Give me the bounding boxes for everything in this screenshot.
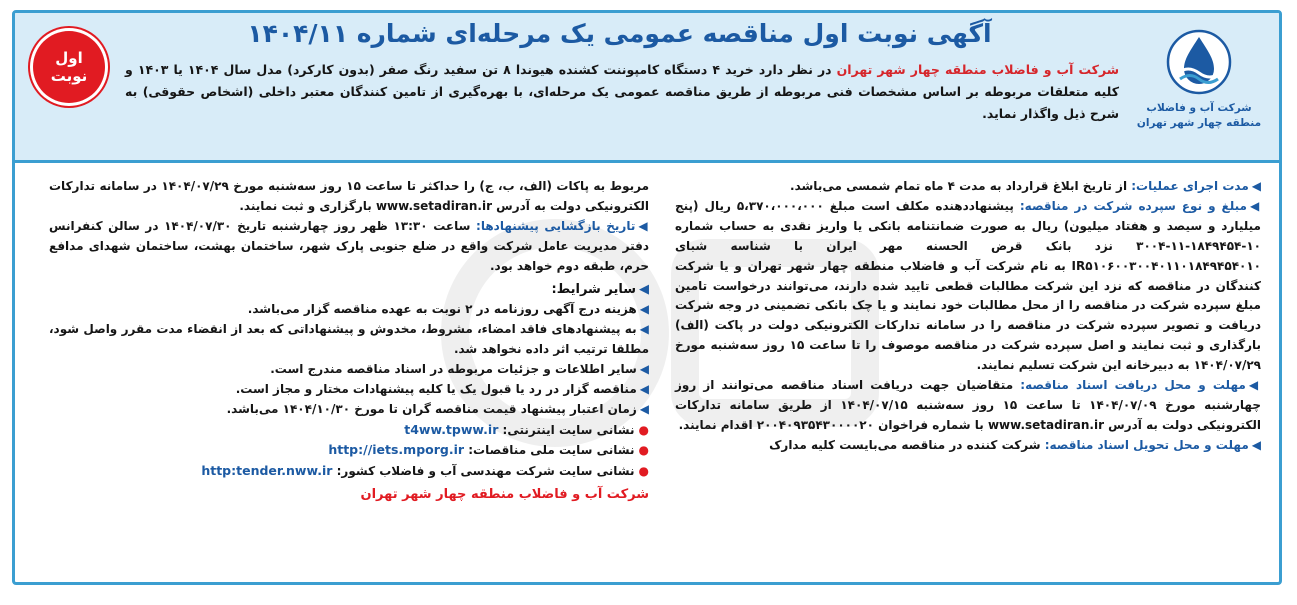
links-list: [49, 420, 649, 483]
bullet-arrow-icon: ◀: [639, 361, 649, 376]
conditions-heading-text: سایر شرایط:: [551, 281, 636, 297]
link-row-national-tenders: [49, 440, 649, 461]
condition-text: سایر اطلاعات و جزئیات مربوطه در اسناد مناقصه مندرج است.: [270, 361, 637, 376]
opening-section: [49, 217, 649, 277]
conditions-heading: [49, 279, 649, 301]
link-label: نشانی سایت اینترنتی:: [502, 422, 635, 437]
ad-intro: [125, 59, 1119, 125]
docs-deliver-label: مهلت و محل تحویل اسناد مناقصه:: [1044, 437, 1249, 452]
link-label: نشانی سایت ملی مناقصات:: [468, 443, 635, 458]
bullet-arrow-icon: ◀: [1251, 437, 1261, 452]
ad-header: [15, 13, 1279, 163]
condition-text: به پیشنهادهای فاقد امضاء، مشروط، مخدوش و پیشنهاداتی که بعد از انقضاء مدت مقرر واصل شود، مطلقا ترتیب اثر داده نخواهد شد.: [49, 322, 649, 356]
intro-text: در نظر دارد خرید ۴ دستگاه کامپوننت کشنده هیوندا ۸ تن سفید رنگ صفر (بدون کارکرد) مدل سال ۱۴۰۴ یا ۱۴۰۳ و کلیه متعلقات مربوطه بر اساس مشخصات فنی مربوطه از طریق مناقصه عمومی یک مرحله‌ای، با بهره‌گیری از تامین کنندگان معتبر داخلی (اشخاص حقوقی) به شرح ذیل واگذار نماید.: [125, 62, 1119, 121]
execution-section: [675, 177, 1261, 197]
badge-line2: نوبت: [50, 67, 88, 85]
tender-ad: [12, 10, 1282, 585]
docs-receive-label: مهلت و محل دریافت اسناد مناقصه:: [1020, 378, 1246, 393]
docs-deliver-section: [675, 436, 1261, 456]
link-row-nww: [49, 461, 649, 482]
opening-label: تاریخ بازگشایی پیشنهادها:: [476, 218, 636, 233]
bullet-arrow-icon: ◀: [639, 401, 649, 416]
badge-line1: اول: [55, 49, 83, 67]
right-column: [675, 177, 1261, 577]
link-row-website: [49, 420, 649, 441]
link-label: نشانی سایت شرکت مهندسی آب و فاضلاب کشور:: [336, 464, 635, 479]
bullet-dot-icon: ●: [638, 464, 649, 479]
logo-caption-line1: شرکت آب و فاضلاب: [1146, 102, 1252, 114]
intro-company: شرکت آب و فاضلاب منطقه چهار شهر تهران: [836, 62, 1120, 77]
list-item: [49, 360, 649, 380]
list-item: [49, 320, 649, 360]
nww-tender-link[interactable]: http:tender.nww.ir: [201, 463, 333, 479]
ad-title: آگهی نوبت اول مناقصه عمومی یک مرحله‌ای شماره ۱۴۰۴/۱۱: [247, 19, 992, 48]
bullet-arrow-icon: ◀: [1251, 179, 1261, 193]
deposit-label: مبلغ و نوع سپرده شرکت در مناقصه:: [1019, 198, 1247, 213]
list-item: [49, 400, 649, 420]
deposit-section: [675, 197, 1261, 376]
national-tenders-link[interactable]: http://iets.mporg.ir: [328, 442, 465, 458]
bullet-arrow-icon: ◀: [639, 322, 649, 337]
logo-caption-line2: منطقه چهار شهر تهران: [1136, 117, 1262, 130]
company-logo: [1129, 27, 1269, 152]
docs-receive-text: متقاضیان جهت دریافت اسناد مناقصه می‌توانند از روز چهارشنبه مورخ ۱۴۰۴/۰۷/۰۹ تا ساعت ۱۵ روز سه‌شنبه ۱۴۰۴/۰۷/۱۵ از طریق سامانه تدارکات الکترونیکی دولت به آدرس www.setadiran.ir با شماره فراخوان ۲۰۰۴۰۹۳۵۴۳۰۰۰۰۲۰ اقدام نمایند.: [675, 378, 1261, 432]
bullet-arrow-icon: ◀: [639, 381, 649, 396]
bullet-arrow-icon: ◀: [639, 302, 649, 317]
bullet-arrow-icon: ◀: [639, 281, 649, 297]
condition-text: زمان اعتبار پیشنهاد قیمت مناقصه گران تا مورخ ۱۴۰۴/۱۰/۳۰ می‌باشد.: [226, 401, 637, 416]
list-item: [49, 380, 649, 400]
execution-text: از تاریخ ابلاغ قرارداد به مدت ۴ ماه تمام شمسی می‌باشد.: [790, 179, 1132, 193]
conditions-list: [49, 300, 649, 419]
signature: شرکت آب و فاضلاب منطقه چهار شهر تهران: [360, 487, 649, 503]
condition-text: هزینه درج آگهی روزنامه در ۲ نوبت به عهده مناقصه گزار می‌باشد.: [247, 302, 637, 317]
bullet-dot-icon: ●: [638, 443, 649, 458]
left-column: [49, 177, 649, 577]
water-drop-logo-icon: [1164, 27, 1234, 97]
website-link[interactable]: t4ww.tpww.ir: [404, 421, 499, 437]
deposit-text: پیشنهاددهنده مکلف است مبلغ ۵،۳۷۰،۰۰۰،۰۰۰ ریال (پنج میلیارد و سیصد و هفتاد میلیون) ریال به صورت ضمانتنامه بانکی یا واریز نقدی به حساب شماره ۱۰-۱۸۴۹۴۵۴-۱۱-۳۰۰۴ نزد بانک قرض الحسنه مهر ایران با شناسه شبای IR۵۱۰۶۰۰۳۰۰۴۰۱۱۰۱۸۴۹۴۵۴۰۱۰ به نام شرکت آب و فاضلاب منطقه چهار شهر تهران و یا شرکت کنندگان در مناقصه که نزد این شرکت مطالبات قطعی تایید شده دارند، می‌توانند درخواست تامین مبلغ سپرده شرکت در مناقصه را از محل مطالبات خود نمایند و یا چک بانکی تضمینی در وجه شرکت دریافت و تصویر سپرده شرکت در مناقصه را در سامانه تدارکات الکترونیکی دولت در پاکت (الف) بارگذاری و ثبت نمایند و اصل سپرده شرکت در مناقصه موصوف را تا ساعت ۱۵ روز سه‌شنبه مورخ ۱۴۰۴/۰۷/۲۹ به دبیرخانه این شرکت تسلیم نمایند.: [675, 198, 1261, 373]
execution-label: مدت اجرای عملیات:: [1131, 179, 1249, 193]
bullet-arrow-icon: ◀: [638, 218, 650, 233]
bullet-arrow-icon: ◀: [1249, 198, 1261, 213]
continuation-section: مربوط به پاکات (الف، ب، ج) را حداکثر تا ساعت ۱۵ روز سه‌شنبه مورخ ۱۴۰۴/۰۷/۲۹ در سامانه تدارکات الکترونیکی دولت به آدرس www.setadiran.ir بارگزاری و ثبت نمایند.: [49, 179, 649, 213]
condition-text: مناقصه گزار در رد یا قبول یک یا کلیه پیشنهادات مختار و مجاز است.: [235, 381, 637, 396]
list-item: [49, 300, 649, 320]
bullet-arrow-icon: ◀: [1248, 378, 1261, 393]
bullet-dot-icon: ●: [638, 422, 649, 437]
docs-receive-section: [675, 376, 1261, 436]
opening-text: ساعت ۱۳:۳۰ ظهر روز چهارشنبه تاریخ ۱۴۰۴/۰۷/۳۰ در سالن کنفرانس دفتر مدیریت عامل شرکت واقع در ضلع جنوبی پارک شهر، ساختمان بهشت، ساختمان شهدای مدافع حرم، طبقه دوم خواهد بود.: [49, 218, 649, 273]
docs-deliver-text: شرکت کننده در مناقصه می‌بایست کلیه مدارک: [769, 437, 1045, 452]
first-round-badge: [33, 31, 105, 103]
